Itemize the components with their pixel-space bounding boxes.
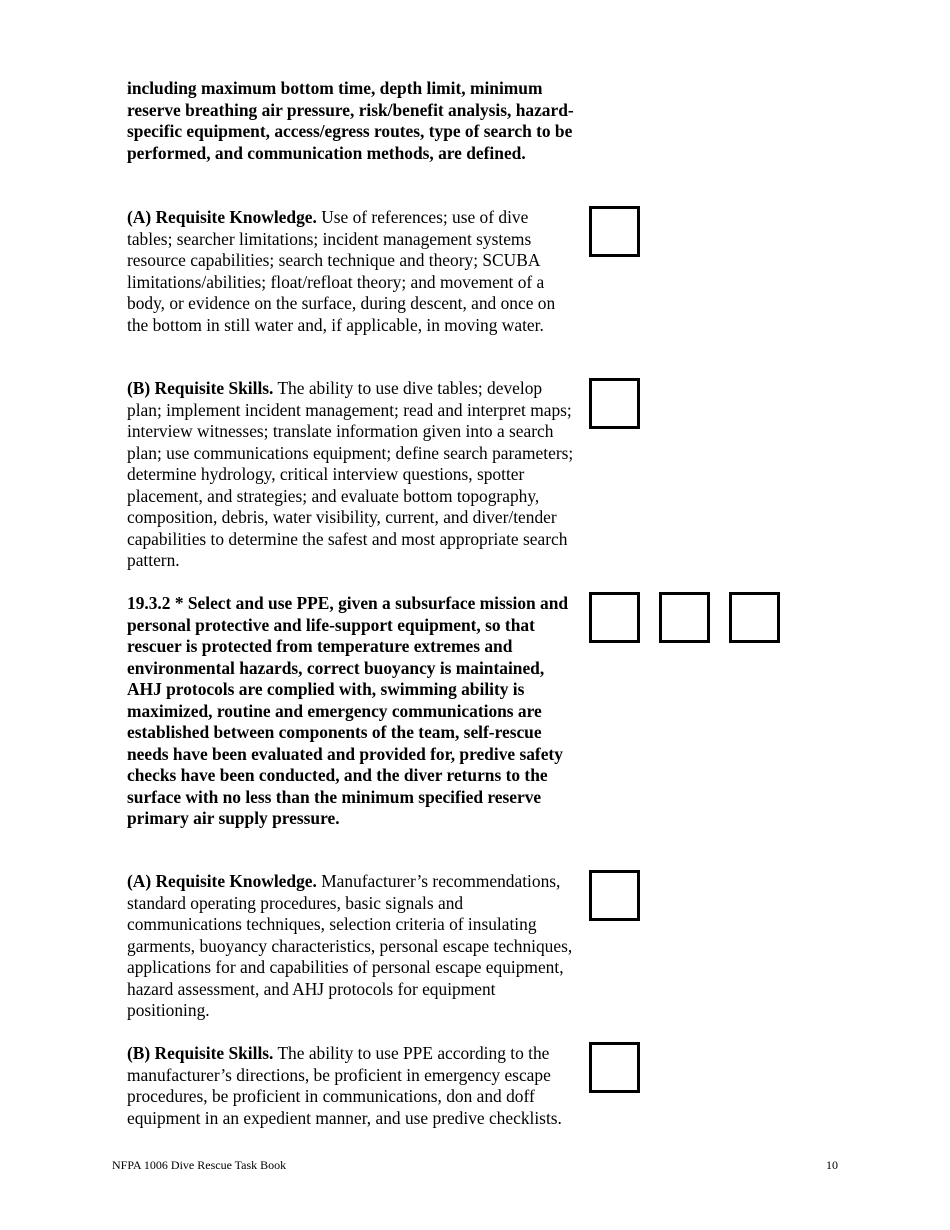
requisite-skills-text: The ability to use dive tables; develop plan; implement incident management; read and interpret maps; interview witnesses; translate information given into a search plan; use communications equipment; define search parameters; determine hydrology, critical interview questions, spotter placement, and strategies; and evaluate bottom topography, composition, debris, water visibility, current, and diver/tender capabilities to determine the safest and most appropriate search pattern. xyxy=(127,378,574,570)
signoff-checkbox-19-3-2-c[interactable] xyxy=(729,592,780,643)
signoff-checkbox-19-3-2-b[interactable] xyxy=(659,592,710,643)
requisite-skills-label: (B) Requisite Skills. xyxy=(127,1043,274,1063)
signoff-checkbox-knowledge-19-3-2[interactable] xyxy=(589,870,640,921)
signoff-checkbox-skills-19-3-2[interactable] xyxy=(589,1042,640,1093)
requisite-knowledge-label: (A) Requisite Knowledge. xyxy=(127,207,317,227)
requisite-skills-label: (B) Requisite Skills. xyxy=(127,378,274,398)
requisite-knowledge-text: Manufacturer’s recommendations, standard operating procedures, basic signals and communications techniques, selection criteria of insulating garments, buoyancy characteristics, personal escape techniques, applications for and capabilities of personal escape equipment, hazard assessment, and AHJ protocols for equipment positioning. xyxy=(127,871,573,1020)
footer-title: NFPA 1006 Dive Rescue Task Book xyxy=(112,1158,287,1172)
signoff-checkbox-19-3-2-a[interactable] xyxy=(589,592,640,643)
signoff-checkbox-knowledge-19-3-1[interactable] xyxy=(589,206,640,257)
requisite-knowledge-19-3-1 xyxy=(127,207,577,336)
requisite-knowledge-text: Use of references; use of dive tables; searcher limitations; incident management systems resource capabilities; search technique and theory; SCUBA limitations/abilities; float/refloat theory; and movement of a body, or evidence on the surface, during descent, and once on the bottom in still water and, if applicable, in moving water. xyxy=(127,207,556,335)
requisite-knowledge-label: (A) Requisite Knowledge. xyxy=(127,871,317,891)
requisite-skills-19-3-1 xyxy=(127,378,577,572)
section-19-3-1-continuation: including maximum bottom time, depth limit, minimum reserve breathing air pressure, risk/benefit analysis, hazard-specific equipment, access/egress routes, type of search to be performed, and communication methods, are defined. xyxy=(127,78,574,163)
requisite-skills-text: The ability to use PPE according to the manufacturer’s directions, be proficient in emergency escape procedures, be proficient in communications, don and doff equipment in an expedient manner, and use predive checklists. xyxy=(127,1043,562,1128)
signoff-checkbox-skills-19-3-1[interactable] xyxy=(589,378,640,429)
page-number: 10 xyxy=(826,1158,838,1172)
section-19-3-2: 19.3.2 * Select and use PPE, given a subsurface mission and personal protective and life-support equipment, so that rescuer is protected from temperature extremes and environmental hazards, correct buoyancy is maintained, AHJ protocols are complied with, swimming ability is maximized, routine and emergency communications are established between components of the team, self-rescue needs have been evaluated and provided for, predive safety checks have been conducted, and the diver returns to the surface with no less than the minimum specified reserve primary air supply pressure. xyxy=(127,593,569,828)
requisite-knowledge-19-3-2 xyxy=(127,871,577,1022)
requisite-skills-19-3-2 xyxy=(127,1043,577,1129)
